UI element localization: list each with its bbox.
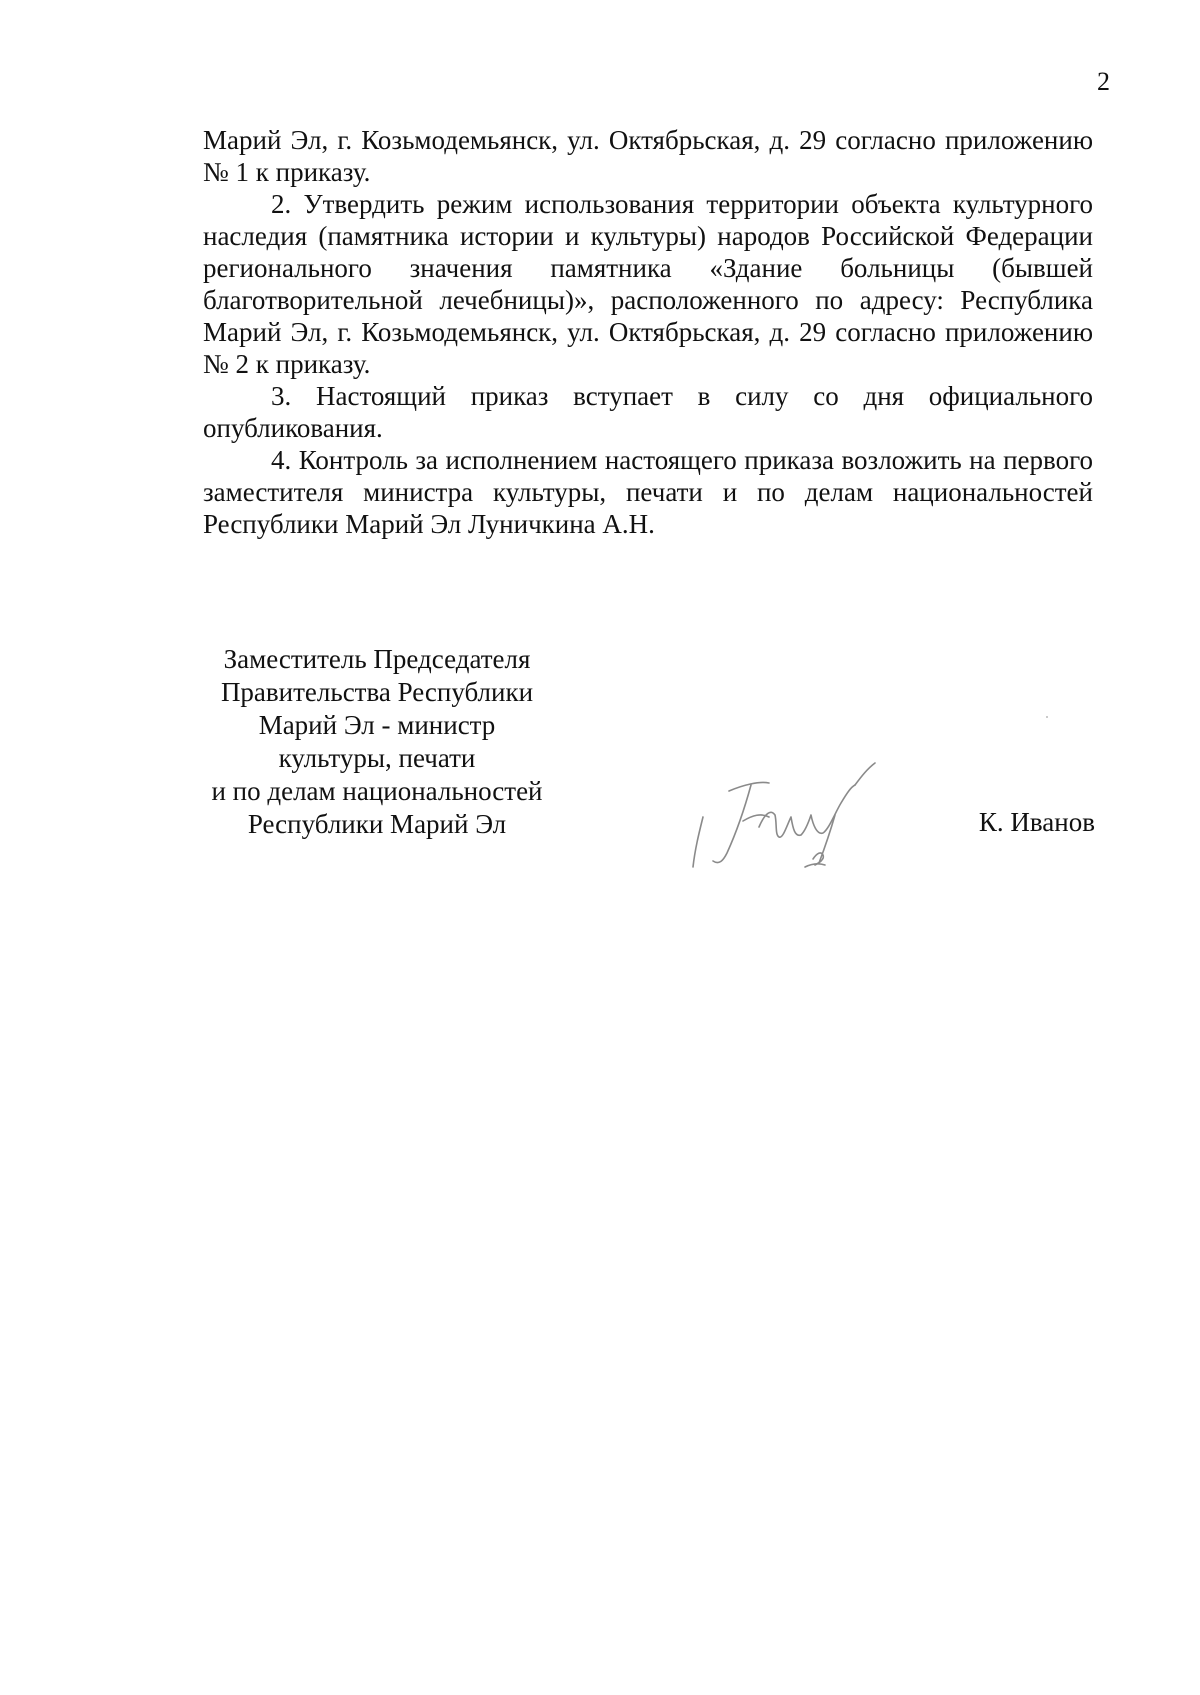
paragraph-continuation: Марий Эл, г. Козьмодемьянск, ул. Октябрьская, д. 29 согласно приложению № 1 к приказу. — [203, 125, 1093, 187]
signatory-title-line: культуры, печати — [278, 743, 476, 773]
signatory-title-line: и по делам национальностей — [211, 776, 543, 806]
scan-speck — [1046, 716, 1048, 718]
signatory-title-line: Заместитель Председателя — [223, 644, 531, 674]
signatory-title-line: Правительства Республики — [220, 677, 534, 707]
page-number: 2 — [1097, 67, 1110, 96]
signatory-name: К. Иванов — [978, 807, 1095, 837]
paragraph-item-2: 2. Утвердить режим использования территории объекта культурного наследия (памятника истории и культуры) народов Российской Федерации регионального значения памятника «Здание больницы (бывшей благотворительной лечебницы)», расположенного по адресу: Республика Марий Эл, г. Козьмодемьянск, ул. Октябрьская, д. 29 согласно приложению № 2 к приказу. — [203, 189, 1093, 379]
signatory-title — [193, 643, 561, 841]
signatory-title-line: Республики Марий Эл — [247, 809, 507, 839]
document-body — [203, 124, 1093, 540]
paragraph-item-4: 4. Контроль за исполнением настоящего приказа возложить на первого заместителя министра культуры, печати и по делам национальностей Республики Марий Эл Луничкина А.Н. — [203, 445, 1093, 539]
handwritten-signature — [685, 755, 905, 885]
paragraph-item-3: 3. Настоящий приказ вступает в силу со дня официального опубликования. — [203, 381, 1093, 443]
signatory-title-line: Марий Эл - министр — [258, 710, 496, 740]
